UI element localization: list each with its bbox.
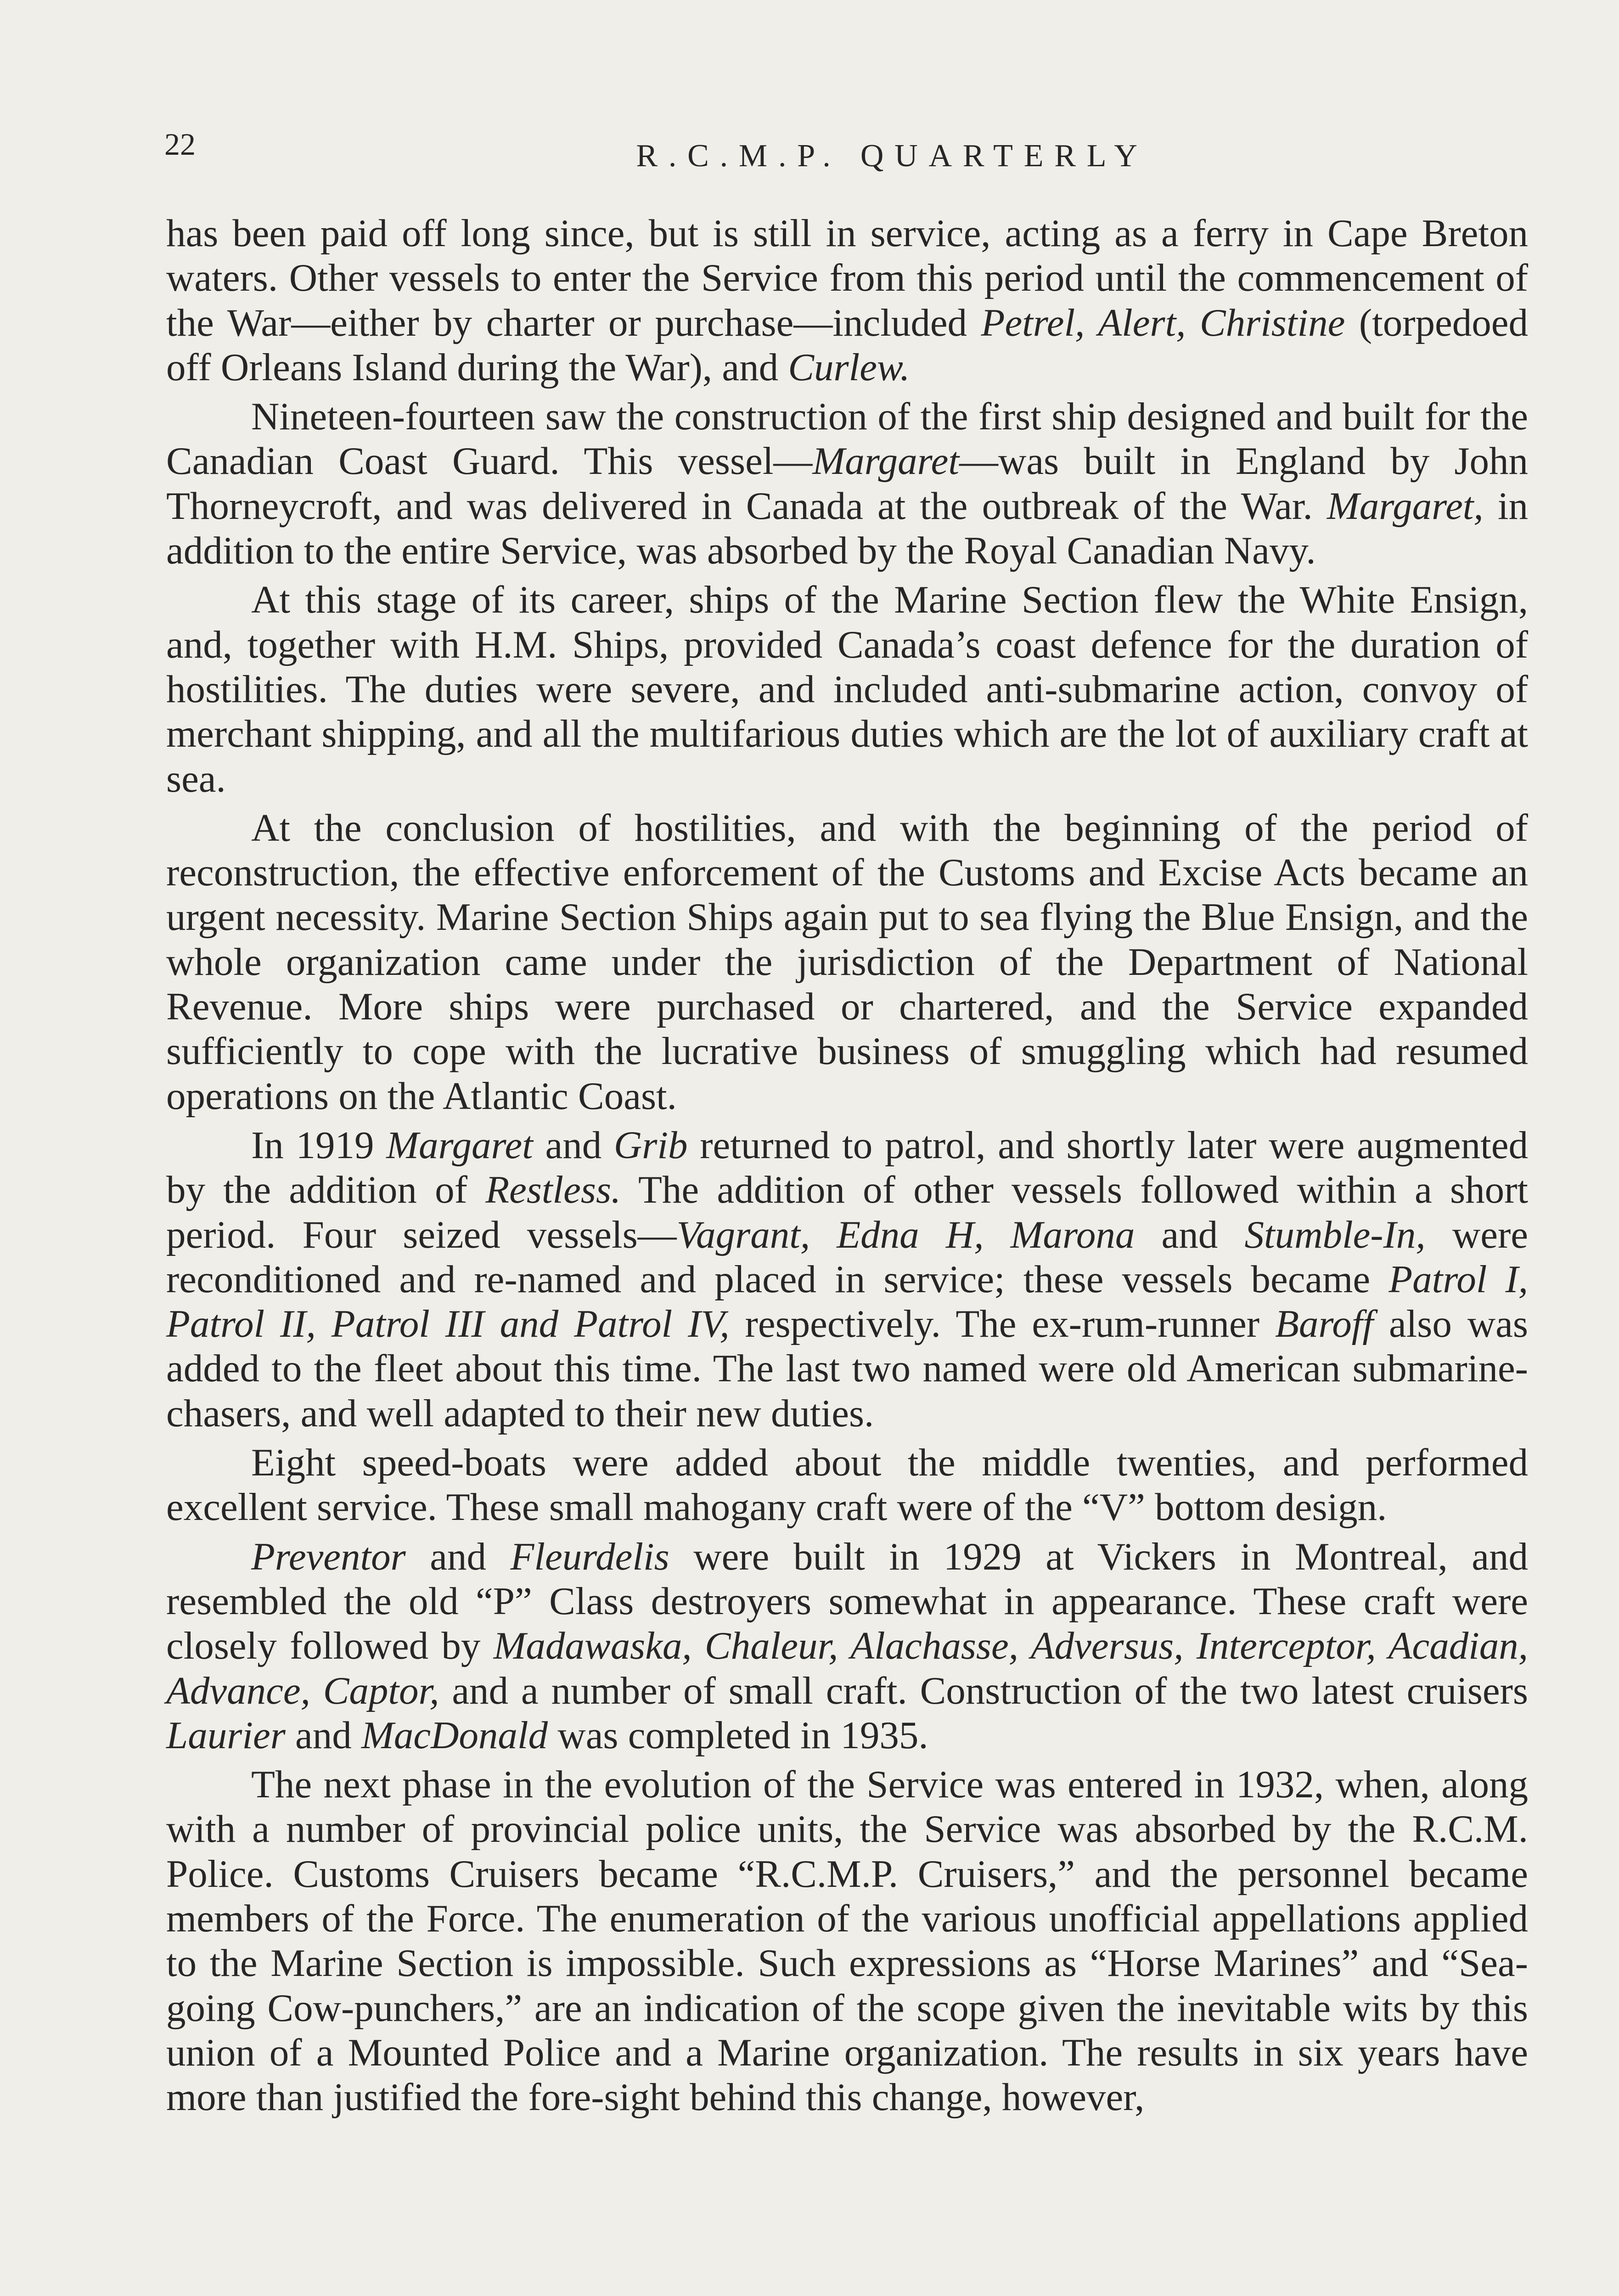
paragraph — [166, 806, 1528, 1119]
text-run: and — [533, 1123, 614, 1167]
italic-text-run: Fleurdelis — [510, 1535, 669, 1578]
text-run: respectively. The ex-rum-runner — [729, 1302, 1275, 1346]
text-run: The addition of other vessels followed within a short period. Four seized vessels— — [166, 1168, 1528, 1256]
text-run: has been paid off long since, but is still in service, acting as a ferry in Cape Breton waters. Other vessels to enter the Service from this period until the commencement of the War—either by charter or purchase—included — [166, 212, 1528, 344]
paragraph — [166, 211, 1528, 390]
paragraph — [166, 1535, 1528, 1758]
italic-text-run: Restless. — [485, 1168, 621, 1212]
text-run: were reconditioned and re-named and placed in service; these vessels became — [166, 1213, 1528, 1301]
italic-text-run: Stumble-In, — [1244, 1213, 1426, 1256]
italic-text-run: Vagrant, Edna H, Marona — [676, 1213, 1135, 1256]
text-run: returned to patrol, and shortly later were augmented by the addition of — [166, 1123, 1528, 1212]
paragraph — [166, 1441, 1528, 1530]
text-run: and — [285, 1713, 362, 1757]
text-run: were built in 1929 at Vickers in Montreal, and resembled the old “P” Class destroyers somewhat in appearance. These craft were closely followed by — [166, 1535, 1529, 1668]
text-run: In 1919 — [251, 1123, 387, 1167]
italic-text-run: Patrol I, Patrol II, Patrol III and Patrol IV, — [166, 1257, 1529, 1346]
italic-text-run: Preventor — [251, 1535, 406, 1578]
text-run: and a number of small craft. Construction of the two latest cruisers — [439, 1669, 1528, 1712]
italic-text-run: Petrel, Alert, Christine — [981, 301, 1345, 344]
italic-text-run: Margaret, — [1327, 484, 1484, 528]
text-run: also was added to the fleet about this time. The last two named were old American submarine-chasers, and well adapted to their new duties. — [166, 1302, 1528, 1435]
text-run: —was built in England by John Thorneycroft, and was delivered in Canada at the outbreak of the War. — [166, 439, 1528, 528]
page-number: 22 — [164, 127, 196, 162]
italic-text-run: Baroff — [1275, 1302, 1374, 1346]
text-run: The next phase in the evolution of the Service was entered in 1932, when, along with a number of provincial police units, the Service was absorbed by the R.C.M. Police. Customs Cruisers became “R.C.M.P. Cruisers,” and the personnel became members of the Force. The enumeration of the various unofficial appellations applied to the Marine Section is impossible. Such expressions as “Horse Marines” and “Sea-going Cow-punchers,” are an indication of the scope given the inevitable wits by this union of a Mounted Police and a Marine organization. The results in six years have more than justified the fore-sight behind this change, however, — [166, 1763, 1528, 2119]
text-run: was completed in 1935. — [548, 1713, 928, 1757]
paragraph — [166, 394, 1528, 573]
paragraph — [166, 578, 1528, 801]
body-text — [166, 211, 1528, 2124]
text-run: Eight speed-boats were added about the middle twenties, and performed excellent service. These small mahogany craft were of the “V” bottom design. — [166, 1441, 1528, 1529]
italic-text-run: Grib — [613, 1123, 688, 1167]
paragraph — [166, 1762, 1528, 2120]
text-run: (torpedoed off Orleans Island during the War), and — [166, 301, 1529, 389]
text-run: and — [1135, 1213, 1245, 1256]
text-run: in addition to the entire Service, was absorbed by the Royal Canadian Navy. — [166, 484, 1528, 573]
italic-text-run: Laurier — [166, 1713, 286, 1757]
text-run: Nineteen-fourteen saw the construction of the first ship designed and built for the Canadian Coast Guard. This vessel— — [166, 395, 1528, 483]
italic-text-run: Curlew. — [788, 345, 910, 389]
text-run: and — [405, 1535, 511, 1578]
running-head: R.C.M.P. QUARTERLY — [636, 138, 1148, 174]
italic-text-run: MacDonald — [361, 1713, 548, 1757]
text-run: At this stage of its career, ships of the Marine Section flew the White Ensign, and, together with H.M. Ships, provided Canada’s coast defence for the duration of hostilities. The duties were severe, and included anti-submarine action, convoy of merchant shipping, and all the multifarious duties which are the lot of auxiliary craft at sea. — [166, 578, 1528, 800]
italic-text-run: Margaret — [386, 1123, 533, 1167]
italic-text-run: Madawaska, Chaleur, Alachasse, Adversus, Interceptor, Acadian, Advance, Captor, — [166, 1624, 1529, 1712]
paragraph — [166, 1123, 1528, 1436]
text-run: At the conclusion of hostilities, and with the beginning of the period of reconstruction, the effective enforcement of the Customs and Excise Acts became an urgent necessity. Marine Section Ships again put to sea flying the Blue Ensign, and the whole organization came under the jurisdiction of the Department of National Revenue. More ships were purchased or chartered, and the Service expanded sufficiently to cope with the lucrative business of smuggling which had resumed operations on the Atlantic Coast. — [166, 806, 1528, 1118]
italic-text-run: Margaret — [812, 439, 959, 483]
